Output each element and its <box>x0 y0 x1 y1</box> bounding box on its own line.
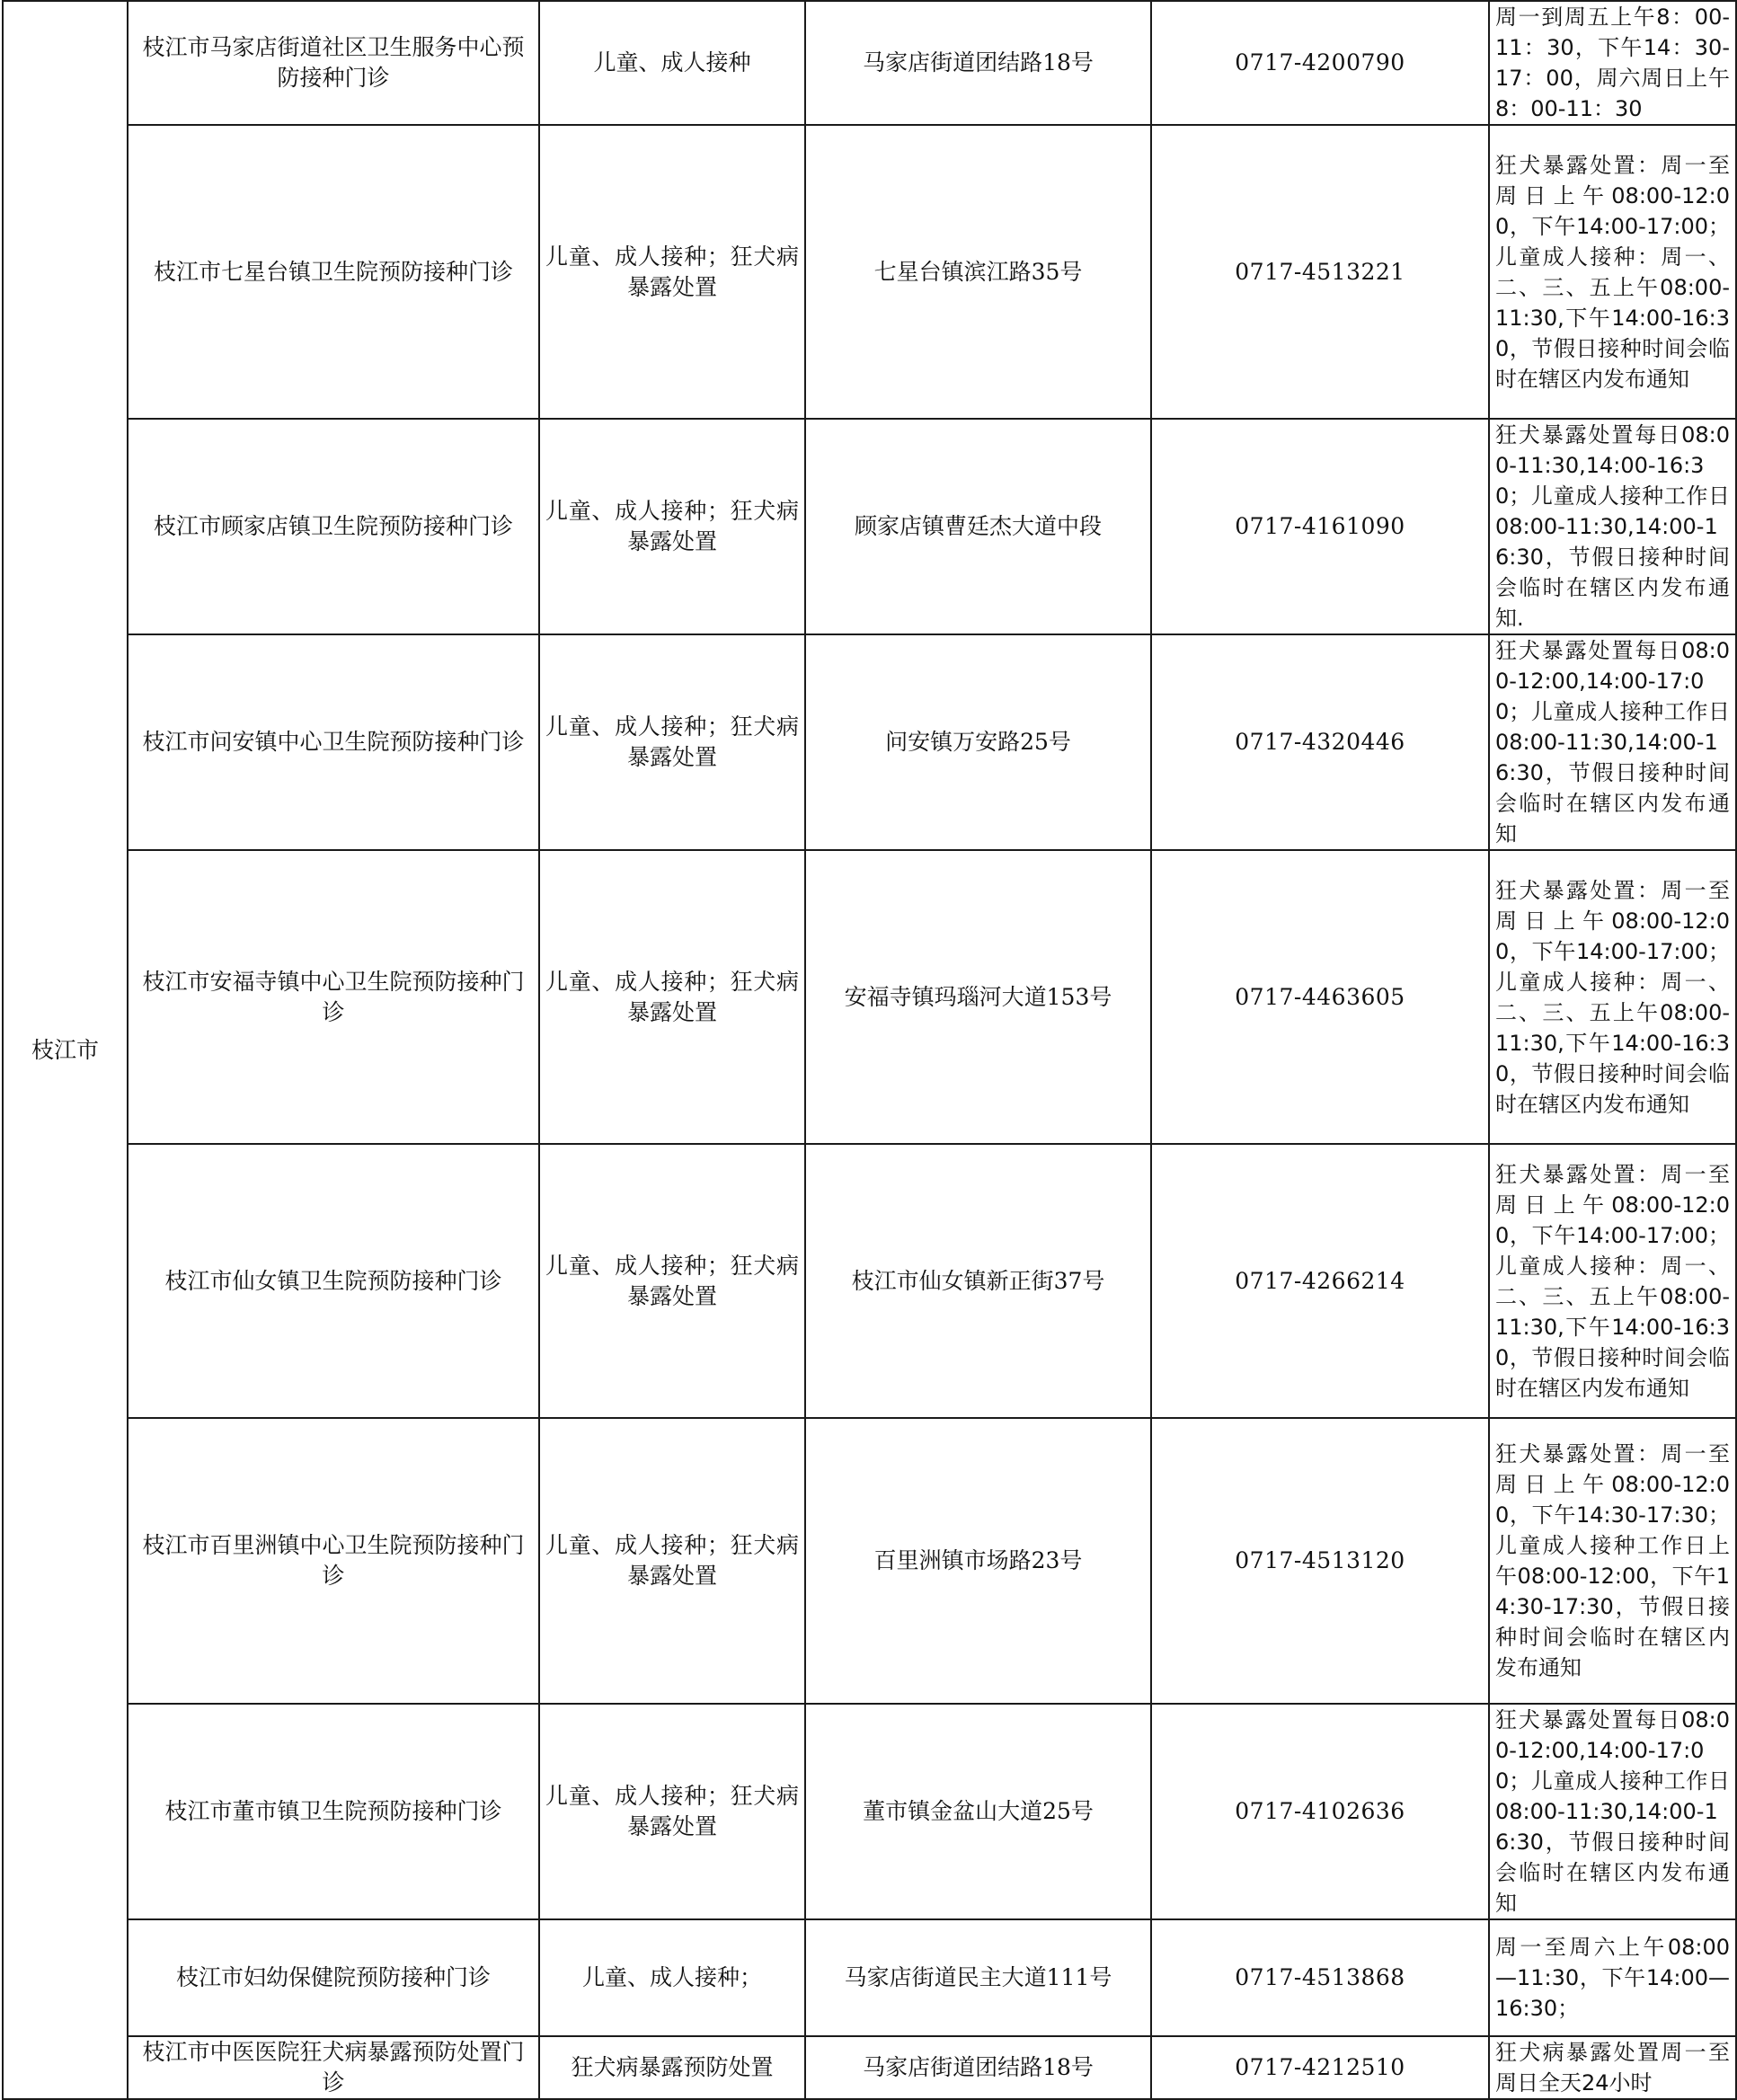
clinic-name: 枝江市马家店街道社区卫生服务中心预防接种门诊 <box>128 1 539 125</box>
service-type: 儿童、成人接种；狂犬病暴露处置 <box>539 1144 805 1418</box>
clinic-address: 七星台镇滨江路35号 <box>805 125 1151 419</box>
table-row <box>3 1919 1736 2036</box>
service-type: 儿童、成人接种；狂犬病暴露处置 <box>539 634 805 850</box>
clinic-name: 枝江市顾家店镇卫生院预防接种门诊 <box>128 419 539 634</box>
opening-hours: 狂犬暴露处置每日08:00-12:00,14:00-17:00；儿童成人接种工作日08:00-11:30,14:00-16:30，节假日接种时间会临时在辖区内发布通知 <box>1489 634 1736 850</box>
clinic-name: 枝江市妇幼保健院预防接种门诊 <box>128 1919 539 2036</box>
opening-hours: 周一到周五上午8：00-11：30，下午14：30-17：00，周六周日上午8：00-11：30 <box>1489 1 1736 125</box>
table-row <box>3 1418 1736 1704</box>
clinic-phone: 0717-4513868 <box>1151 1919 1489 2036</box>
service-type: 儿童、成人接种 <box>539 1 805 125</box>
clinic-name: 枝江市安福寺镇中心卫生院预防接种门诊 <box>128 850 539 1144</box>
clinic-name: 枝江市董市镇卫生院预防接种门诊 <box>128 1704 539 1919</box>
service-type: 儿童、成人接种；狂犬病暴露处置 <box>539 125 805 419</box>
clinic-name: 枝江市中医医院狂犬病暴露预防处置门诊 <box>128 2036 539 2099</box>
service-type: 儿童、成人接种；狂犬病暴露处置 <box>539 1704 805 1919</box>
opening-hours: 狂犬暴露处置每日08:00-11:30,14:00-16:30；儿童成人接种工作日08:00-11:30,14:00-16:30，节假日接种时间会临时在辖区内发布通知. <box>1489 419 1736 634</box>
opening-hours: 狂犬暴露处置：周一至周日上午08:00-12:00，下午14:00-17:00；儿童成人接种：周一、二、三、五上午08:00-11:30,下午14:00-16:30，节假日接种时间会临时在辖区内发布通知 <box>1489 125 1736 419</box>
opening-hours: 周一至周六上午08:00—11:30，下午14:00—16:30； <box>1489 1919 1736 2036</box>
clinic-phone: 0717-4200790 <box>1151 1 1489 125</box>
service-type: 儿童、成人接种；狂犬病暴露处置 <box>539 1418 805 1704</box>
district-cell: 枝江市 <box>3 1 128 2099</box>
clinic-name: 枝江市仙女镇卫生院预防接种门诊 <box>128 1144 539 1418</box>
clinic-phone: 0717-4320446 <box>1151 634 1489 850</box>
opening-hours: 狂犬病暴露处置周一至周日全天24小时 <box>1489 2036 1736 2099</box>
clinic-address: 马家店街道民主大道111号 <box>805 1919 1151 2036</box>
service-type: 儿童、成人接种； <box>539 1919 805 2036</box>
clinic-address: 顾家店镇曹廷杰大道中段 <box>805 419 1151 634</box>
clinic-address: 马家店街道团结路18号 <box>805 1 1151 125</box>
service-type: 狂犬病暴露预防处置 <box>539 2036 805 2099</box>
clinic-phone: 0717-4513221 <box>1151 125 1489 419</box>
clinic-address: 安福寺镇玛瑙河大道153号 <box>805 850 1151 1144</box>
clinic-address: 马家店街道团结路18号 <box>805 2036 1151 2099</box>
clinic-name: 枝江市百里洲镇中心卫生院预防接种门诊 <box>128 1418 539 1704</box>
table-row <box>3 125 1736 419</box>
clinic-phone: 0717-4463605 <box>1151 850 1489 1144</box>
clinic-phone: 0717-4266214 <box>1151 1144 1489 1418</box>
service-type: 儿童、成人接种；狂犬病暴露处置 <box>539 419 805 634</box>
opening-hours: 狂犬暴露处置：周一至周日上午08:00-12:00，下午14:00-17:00；儿童成人接种：周一、二、三、五上午08:00-11:30,下午14:00-16:30，节假日接种时间会临时在辖区内发布通知 <box>1489 850 1736 1144</box>
clinic-name: 枝江市七星台镇卫生院预防接种门诊 <box>128 125 539 419</box>
table-row <box>3 419 1736 634</box>
clinic-phone: 0717-4513120 <box>1151 1418 1489 1704</box>
table-row <box>3 850 1736 1144</box>
table-row <box>3 1704 1736 1919</box>
clinic-name: 枝江市问安镇中心卫生院预防接种门诊 <box>128 634 539 850</box>
table-row <box>3 1 1736 125</box>
opening-hours: 狂犬暴露处置：周一至周日上午08:00-12:00，下午14:30-17:30；儿童成人接种工作日上午08:00-12:00，下午14:30-17:30，节假日接种时间会临时在辖区内发布通知 <box>1489 1418 1736 1704</box>
clinic-phone: 0717-4212510 <box>1151 2036 1489 2099</box>
table-row <box>3 1144 1736 1418</box>
clinic-phone: 0717-4161090 <box>1151 419 1489 634</box>
clinic-address: 枝江市仙女镇新正街37号 <box>805 1144 1151 1418</box>
table-row <box>3 634 1736 850</box>
vaccination-clinic-table <box>2 0 1737 2100</box>
opening-hours: 狂犬暴露处置：周一至周日上午08:00-12:00，下午14:00-17:00；儿童成人接种：周一、二、三、五上午08:00-11:30,下午14:00-16:30，节假日接种时间会临时在辖区内发布通知 <box>1489 1144 1736 1418</box>
clinic-address: 董市镇金盆山大道25号 <box>805 1704 1151 1919</box>
clinic-address: 问安镇万安路25号 <box>805 634 1151 850</box>
clinic-address: 百里洲镇市场路23号 <box>805 1418 1151 1704</box>
clinic-phone: 0717-4102636 <box>1151 1704 1489 1919</box>
table-row <box>3 2036 1736 2099</box>
opening-hours: 狂犬暴露处置每日08:00-12:00,14:00-17:00；儿童成人接种工作日08:00-11:30,14:00-16:30，节假日接种时间会临时在辖区内发布通知 <box>1489 1704 1736 1919</box>
service-type: 儿童、成人接种；狂犬病暴露处置 <box>539 850 805 1144</box>
